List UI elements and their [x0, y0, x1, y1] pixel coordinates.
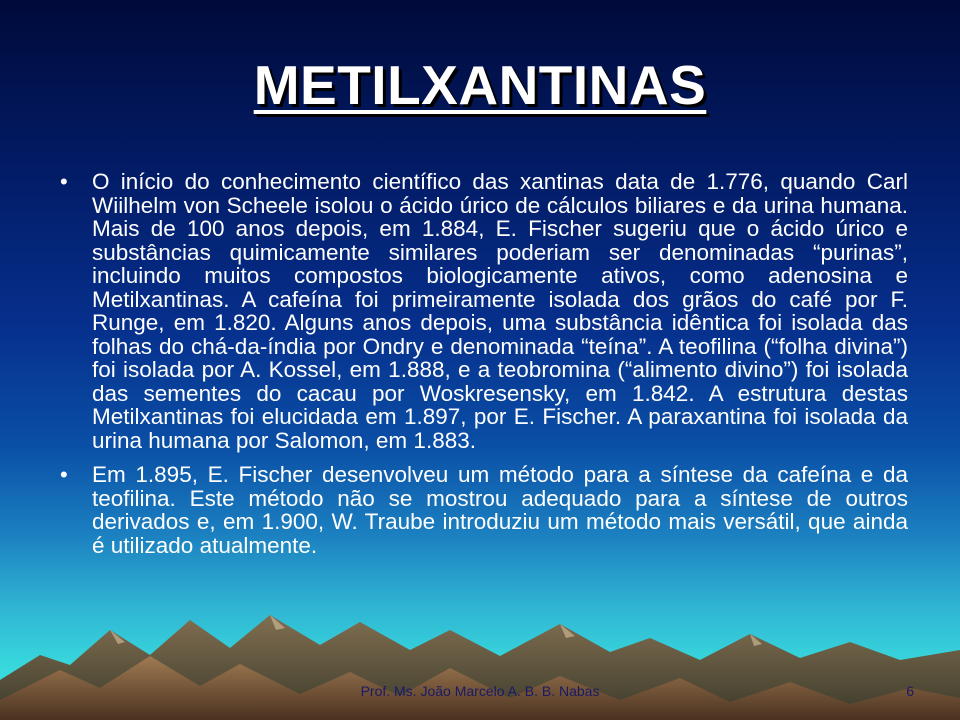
- page-number: 6: [906, 683, 914, 699]
- slide-body: [58, 170, 908, 557]
- bullet-item: [58, 170, 908, 452]
- footer-author: Prof. Ms. João Marcelo A. B. B. Nabas: [360, 683, 600, 699]
- bullet-text: O início do conhecimento científico das xantinas data de 1.776, quando Carl Wiilhelm von Scheele isolou o ácido úrico de cálculos biliares e da urina humana. Mais de 100 anos depois, em 1.884, E. Fischer sugeriu que o ácido úrico e substâncias quimicamente similares poderiam ser denominadas “purinas”, incluindo muitos compostos biologicamente ativos, como adenosina e Metilxantinas. A cafeína foi primeiramente isolada dos grãos do café por F. Runge, em 1.820. Alguns anos depois, uma substância idêntica foi isolada das folhas do chá-da-índia por Ondry e denominada “teína”. A teofilina (“folha divina”) foi isolada por A. Kossel, em 1.888, e a teobromina (“alimento divino”) foi isolada das sementes do cacau por Woskresensky, em 1.842. A estrutura destas Metilxantinas foi elucidada em 1.897, por E. Fischer. A paraxantina foi isolada da urina humana por Salomon, em 1.883.: [92, 169, 908, 453]
- bullet-item: [58, 463, 908, 557]
- slide-title: METILXANTINAS: [253, 54, 707, 116]
- bullet-text: Em 1.895, E. Fischer desenvolveu um método para a síntese da cafeína e da teofilina. Este método não se mostrou adequado para a síntese de outros derivados e, em 1.900, W. Traube introduziu um método mais versátil, que ainda é utilizado atualmente.: [92, 462, 908, 558]
- bullet-icon: •: [60, 462, 68, 487]
- bullet-icon: •: [60, 169, 68, 194]
